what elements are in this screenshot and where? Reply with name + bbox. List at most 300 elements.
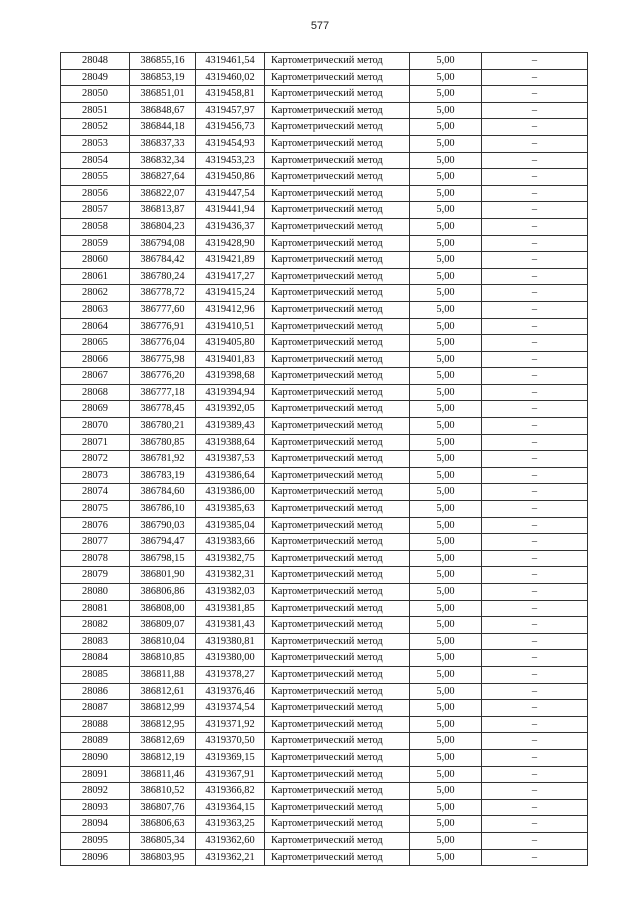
y-coordinate-cell: 4319428,90 (196, 235, 265, 252)
x-coordinate-cell: 386809,07 (130, 617, 196, 634)
method-cell: Картометрический метод (265, 69, 410, 86)
accuracy-cell: 5,00 (410, 69, 482, 86)
point-id-cell: 28072 (61, 451, 130, 468)
x-coordinate-cell: 386801,90 (130, 567, 196, 584)
accuracy-cell: 5,00 (410, 633, 482, 650)
y-coordinate-cell: 4319460,02 (196, 69, 265, 86)
method-cell: Картометрический метод (265, 252, 410, 269)
point-id-cell: 28079 (61, 567, 130, 584)
method-cell: Картометрический метод (265, 832, 410, 849)
point-id-cell: 28070 (61, 418, 130, 435)
point-id-cell: 28082 (61, 617, 130, 634)
x-coordinate-cell: 386844,18 (130, 119, 196, 136)
accuracy-cell: 5,00 (410, 584, 482, 601)
x-coordinate-cell: 386794,08 (130, 235, 196, 252)
accuracy-cell: 5,00 (410, 517, 482, 534)
x-coordinate-cell: 386777,18 (130, 384, 196, 401)
x-coordinate-cell: 386806,86 (130, 584, 196, 601)
y-coordinate-cell: 4319366,82 (196, 783, 265, 800)
note-cell: – (482, 252, 588, 269)
accuracy-cell: 5,00 (410, 202, 482, 219)
method-cell: Картометрический метод (265, 484, 410, 501)
x-coordinate-cell: 386807,76 (130, 799, 196, 816)
method-cell: Картометрический метод (265, 451, 410, 468)
point-id-cell: 28084 (61, 650, 130, 667)
accuracy-cell: 5,00 (410, 301, 482, 318)
note-cell: – (482, 783, 588, 800)
y-coordinate-cell: 4319385,63 (196, 501, 265, 518)
accuracy-cell: 5,00 (410, 434, 482, 451)
method-cell: Картометрический метод (265, 716, 410, 733)
note-cell: – (482, 451, 588, 468)
accuracy-cell: 5,00 (410, 451, 482, 468)
note-cell: – (482, 69, 588, 86)
accuracy-cell: 5,00 (410, 783, 482, 800)
point-id-cell: 28064 (61, 318, 130, 335)
y-coordinate-cell: 4319447,54 (196, 185, 265, 202)
note-cell: – (482, 351, 588, 368)
x-coordinate-cell: 386810,85 (130, 650, 196, 667)
point-id-cell: 28086 (61, 683, 130, 700)
accuracy-cell: 5,00 (410, 53, 482, 70)
method-cell: Картометрический метод (265, 783, 410, 800)
table-row (61, 384, 588, 401)
table-row (61, 351, 588, 368)
x-coordinate-cell: 386784,42 (130, 252, 196, 269)
accuracy-cell: 5,00 (410, 285, 482, 302)
y-coordinate-cell: 4319456,73 (196, 119, 265, 136)
accuracy-cell: 5,00 (410, 467, 482, 484)
accuracy-cell: 5,00 (410, 650, 482, 667)
method-cell: Картометрический метод (265, 86, 410, 103)
method-cell: Картометрический метод (265, 633, 410, 650)
point-id-cell: 28049 (61, 69, 130, 86)
x-coordinate-cell: 386778,72 (130, 285, 196, 302)
point-id-cell: 28048 (61, 53, 130, 70)
note-cell: – (482, 799, 588, 816)
x-coordinate-cell: 386784,60 (130, 484, 196, 501)
point-id-cell: 28065 (61, 335, 130, 352)
accuracy-cell: 5,00 (410, 152, 482, 169)
x-coordinate-cell: 386806,63 (130, 816, 196, 833)
point-id-cell: 28069 (61, 401, 130, 418)
table-row (61, 53, 588, 70)
note-cell: – (482, 467, 588, 484)
x-coordinate-cell: 386848,67 (130, 102, 196, 119)
method-cell: Картометрический метод (265, 584, 410, 601)
note-cell: – (482, 135, 588, 152)
x-coordinate-cell: 386794,47 (130, 534, 196, 551)
accuracy-cell: 5,00 (410, 335, 482, 352)
x-coordinate-cell: 386790,03 (130, 517, 196, 534)
note-cell: – (482, 700, 588, 717)
y-coordinate-cell: 4319380,00 (196, 650, 265, 667)
y-coordinate-cell: 4319385,04 (196, 517, 265, 534)
x-coordinate-cell: 386776,04 (130, 335, 196, 352)
note-cell: – (482, 567, 588, 584)
point-id-cell: 28052 (61, 119, 130, 136)
point-id-cell: 28057 (61, 202, 130, 219)
x-coordinate-cell: 386832,34 (130, 152, 196, 169)
accuracy-cell: 5,00 (410, 733, 482, 750)
y-coordinate-cell: 4319382,03 (196, 584, 265, 601)
note-cell: – (482, 418, 588, 435)
method-cell: Картометрический метод (265, 600, 410, 617)
y-coordinate-cell: 4319362,60 (196, 832, 265, 849)
accuracy-cell: 5,00 (410, 816, 482, 833)
x-coordinate-cell: 386812,61 (130, 683, 196, 700)
point-id-cell: 28054 (61, 152, 130, 169)
y-coordinate-cell: 4319394,94 (196, 384, 265, 401)
table-row (61, 202, 588, 219)
note-cell: – (482, 235, 588, 252)
note-cell: – (482, 849, 588, 866)
table-row (61, 335, 588, 352)
point-id-cell: 28077 (61, 534, 130, 551)
note-cell: – (482, 633, 588, 650)
table-row (61, 368, 588, 385)
y-coordinate-cell: 4319461,54 (196, 53, 265, 70)
note-cell: – (482, 501, 588, 518)
method-cell: Картометрический метод (265, 650, 410, 667)
x-coordinate-cell: 386783,19 (130, 467, 196, 484)
table-row (61, 600, 588, 617)
y-coordinate-cell: 4319382,75 (196, 550, 265, 567)
y-coordinate-cell: 4319401,83 (196, 351, 265, 368)
method-cell: Картометрический метод (265, 733, 410, 750)
method-cell: Картометрический метод (265, 53, 410, 70)
note-cell: – (482, 600, 588, 617)
x-coordinate-cell: 386837,33 (130, 135, 196, 152)
point-id-cell: 28058 (61, 218, 130, 235)
point-id-cell: 28075 (61, 501, 130, 518)
x-coordinate-cell: 386853,19 (130, 69, 196, 86)
note-cell: – (482, 666, 588, 683)
point-id-cell: 28094 (61, 816, 130, 833)
table-row (61, 86, 588, 103)
y-coordinate-cell: 4319415,24 (196, 285, 265, 302)
point-id-cell: 28088 (61, 716, 130, 733)
table-row (61, 119, 588, 136)
x-coordinate-cell: 386812,95 (130, 716, 196, 733)
point-id-cell: 28090 (61, 749, 130, 766)
accuracy-cell: 5,00 (410, 666, 482, 683)
accuracy-cell: 5,00 (410, 401, 482, 418)
y-coordinate-cell: 4319369,15 (196, 749, 265, 766)
page-number: 577 (310, 20, 330, 32)
method-cell: Картометрический метод (265, 218, 410, 235)
method-cell: Картометрический метод (265, 102, 410, 119)
point-id-cell: 28051 (61, 102, 130, 119)
point-id-cell: 28067 (61, 368, 130, 385)
x-coordinate-cell: 386810,04 (130, 633, 196, 650)
y-coordinate-cell: 4319370,50 (196, 733, 265, 750)
table-row (61, 235, 588, 252)
x-coordinate-cell: 386775,98 (130, 351, 196, 368)
x-coordinate-cell: 386811,88 (130, 666, 196, 683)
accuracy-cell: 5,00 (410, 534, 482, 551)
point-id-cell: 28063 (61, 301, 130, 318)
accuracy-cell: 5,00 (410, 501, 482, 518)
x-coordinate-cell: 386812,69 (130, 733, 196, 750)
table-row (61, 451, 588, 468)
note-cell: – (482, 401, 588, 418)
note-cell: – (482, 534, 588, 551)
point-id-cell: 28056 (61, 185, 130, 202)
accuracy-cell: 5,00 (410, 418, 482, 435)
point-id-cell: 28050 (61, 86, 130, 103)
y-coordinate-cell: 4319386,64 (196, 467, 265, 484)
method-cell: Картометрический метод (265, 666, 410, 683)
table-row (61, 766, 588, 783)
table-row (61, 650, 588, 667)
table-row (61, 617, 588, 634)
accuracy-cell: 5,00 (410, 384, 482, 401)
point-id-cell: 28083 (61, 633, 130, 650)
note-cell: – (482, 285, 588, 302)
y-coordinate-cell: 4319362,21 (196, 849, 265, 866)
y-coordinate-cell: 4319454,93 (196, 135, 265, 152)
note-cell: – (482, 368, 588, 385)
method-cell: Картометрический метод (265, 401, 410, 418)
y-coordinate-cell: 4319421,89 (196, 252, 265, 269)
x-coordinate-cell: 386812,99 (130, 700, 196, 717)
method-cell: Картометрический метод (265, 318, 410, 335)
y-coordinate-cell: 4319417,27 (196, 268, 265, 285)
table-row (61, 135, 588, 152)
x-coordinate-cell: 386780,21 (130, 418, 196, 435)
table-row (61, 401, 588, 418)
y-coordinate-cell: 4319457,97 (196, 102, 265, 119)
accuracy-cell: 5,00 (410, 135, 482, 152)
method-cell: Картометрический метод (265, 617, 410, 634)
y-coordinate-cell: 4319450,86 (196, 169, 265, 186)
note-cell: – (482, 152, 588, 169)
x-coordinate-cell: 386780,85 (130, 434, 196, 451)
table-row (61, 683, 588, 700)
table-row (61, 252, 588, 269)
note-cell: – (482, 832, 588, 849)
method-cell: Картометрический метод (265, 799, 410, 816)
point-id-cell: 28060 (61, 252, 130, 269)
y-coordinate-cell: 4319380,81 (196, 633, 265, 650)
accuracy-cell: 5,00 (410, 550, 482, 567)
method-cell: Картометрический метод (265, 534, 410, 551)
note-cell: – (482, 384, 588, 401)
method-cell: Картометрический метод (265, 301, 410, 318)
table-row (61, 666, 588, 683)
table-row (61, 799, 588, 816)
x-coordinate-cell: 386811,46 (130, 766, 196, 783)
y-coordinate-cell: 4319371,92 (196, 716, 265, 733)
point-id-cell: 28080 (61, 584, 130, 601)
method-cell: Картометрический метод (265, 700, 410, 717)
accuracy-cell: 5,00 (410, 832, 482, 849)
y-coordinate-cell: 4319389,43 (196, 418, 265, 435)
point-id-cell: 28089 (61, 733, 130, 750)
y-coordinate-cell: 4319383,66 (196, 534, 265, 551)
y-coordinate-cell: 4319374,54 (196, 700, 265, 717)
note-cell: – (482, 86, 588, 103)
accuracy-cell: 5,00 (410, 567, 482, 584)
table-row (61, 218, 588, 235)
x-coordinate-cell: 386786,10 (130, 501, 196, 518)
y-coordinate-cell: 4319381,85 (196, 600, 265, 617)
accuracy-cell: 5,00 (410, 102, 482, 119)
method-cell: Картометрический метод (265, 467, 410, 484)
y-coordinate-cell: 4319405,80 (196, 335, 265, 352)
point-id-cell: 28085 (61, 666, 130, 683)
note-cell: – (482, 202, 588, 219)
point-id-cell: 28055 (61, 169, 130, 186)
table-row (61, 434, 588, 451)
note-cell: – (482, 584, 588, 601)
point-id-cell: 28053 (61, 135, 130, 152)
method-cell: Картометрический метод (265, 766, 410, 783)
x-coordinate-cell: 386780,24 (130, 268, 196, 285)
note-cell: – (482, 102, 588, 119)
note-cell: – (482, 119, 588, 136)
table-row (61, 783, 588, 800)
point-id-cell: 28073 (61, 467, 130, 484)
y-coordinate-cell: 4319410,51 (196, 318, 265, 335)
accuracy-cell: 5,00 (410, 351, 482, 368)
x-coordinate-cell: 386851,01 (130, 86, 196, 103)
table-row (61, 268, 588, 285)
accuracy-cell: 5,00 (410, 849, 482, 866)
table-row (61, 418, 588, 435)
table-row (61, 69, 588, 86)
note-cell: – (482, 733, 588, 750)
table-row (61, 467, 588, 484)
table-row (61, 484, 588, 501)
table-row (61, 584, 588, 601)
method-cell: Картометрический метод (265, 517, 410, 534)
point-id-cell: 28095 (61, 832, 130, 849)
point-id-cell: 28078 (61, 550, 130, 567)
accuracy-cell: 5,00 (410, 368, 482, 385)
accuracy-cell: 5,00 (410, 683, 482, 700)
table-row (61, 550, 588, 567)
table-row (61, 749, 588, 766)
method-cell: Картометрический метод (265, 268, 410, 285)
accuracy-cell: 5,00 (410, 169, 482, 186)
accuracy-cell: 5,00 (410, 700, 482, 717)
accuracy-cell: 5,00 (410, 119, 482, 136)
y-coordinate-cell: 4319436,37 (196, 218, 265, 235)
table-row (61, 169, 588, 186)
point-id-cell: 28059 (61, 235, 130, 252)
x-coordinate-cell: 386776,91 (130, 318, 196, 335)
note-cell: – (482, 716, 588, 733)
table-row (61, 633, 588, 650)
method-cell: Картометрический метод (265, 202, 410, 219)
y-coordinate-cell: 4319376,46 (196, 683, 265, 700)
table-row (61, 816, 588, 833)
point-id-cell: 28062 (61, 285, 130, 302)
accuracy-cell: 5,00 (410, 318, 482, 335)
x-coordinate-cell: 386803,95 (130, 849, 196, 866)
y-coordinate-cell: 4319388,64 (196, 434, 265, 451)
method-cell: Картометрический метод (265, 152, 410, 169)
point-id-cell: 28092 (61, 783, 130, 800)
point-id-cell: 28061 (61, 268, 130, 285)
accuracy-cell: 5,00 (410, 252, 482, 269)
method-cell: Картометрический метод (265, 285, 410, 302)
note-cell: – (482, 169, 588, 186)
note-cell: – (482, 617, 588, 634)
method-cell: Картометрический метод (265, 119, 410, 136)
table-row (61, 700, 588, 717)
y-coordinate-cell: 4319364,15 (196, 799, 265, 816)
accuracy-cell: 5,00 (410, 86, 482, 103)
table-row (61, 185, 588, 202)
y-coordinate-cell: 4319453,23 (196, 152, 265, 169)
table-body (61, 53, 588, 866)
method-cell: Картометрический метод (265, 418, 410, 435)
x-coordinate-cell: 386855,16 (130, 53, 196, 70)
x-coordinate-cell: 386805,34 (130, 832, 196, 849)
x-coordinate-cell: 386810,52 (130, 783, 196, 800)
note-cell: – (482, 53, 588, 70)
table-row (61, 849, 588, 866)
y-coordinate-cell: 4319386,00 (196, 484, 265, 501)
accuracy-cell: 5,00 (410, 799, 482, 816)
note-cell: – (482, 517, 588, 534)
note-cell: – (482, 683, 588, 700)
method-cell: Картометрический метод (265, 683, 410, 700)
point-id-cell: 28071 (61, 434, 130, 451)
point-id-cell: 28096 (61, 849, 130, 866)
method-cell: Картометрический метод (265, 550, 410, 567)
note-cell: – (482, 484, 588, 501)
table-row (61, 716, 588, 733)
y-coordinate-cell: 4319398,68 (196, 368, 265, 385)
x-coordinate-cell: 386776,20 (130, 368, 196, 385)
table-row (61, 832, 588, 849)
method-cell: Картометрический метод (265, 749, 410, 766)
method-cell: Картометрический метод (265, 434, 410, 451)
note-cell: – (482, 766, 588, 783)
y-coordinate-cell: 4319458,81 (196, 86, 265, 103)
accuracy-cell: 5,00 (410, 600, 482, 617)
accuracy-cell: 5,00 (410, 766, 482, 783)
point-id-cell: 28091 (61, 766, 130, 783)
method-cell: Картометрический метод (265, 816, 410, 833)
y-coordinate-cell: 4319392,05 (196, 401, 265, 418)
point-id-cell: 28076 (61, 517, 130, 534)
table-row (61, 285, 588, 302)
method-cell: Картометрический метод (265, 351, 410, 368)
x-coordinate-cell: 386813,87 (130, 202, 196, 219)
accuracy-cell: 5,00 (410, 484, 482, 501)
accuracy-cell: 5,00 (410, 218, 482, 235)
x-coordinate-cell: 386812,19 (130, 749, 196, 766)
point-id-cell: 28068 (61, 384, 130, 401)
method-cell: Картометрический метод (265, 567, 410, 584)
method-cell: Картометрический метод (265, 169, 410, 186)
method-cell: Картометрический метод (265, 384, 410, 401)
note-cell: – (482, 550, 588, 567)
note-cell: – (482, 318, 588, 335)
point-id-cell: 28087 (61, 700, 130, 717)
coordinates-table (60, 52, 588, 866)
x-coordinate-cell: 386822,07 (130, 185, 196, 202)
table-row (61, 517, 588, 534)
method-cell: Картометрический метод (265, 849, 410, 866)
accuracy-cell: 5,00 (410, 268, 482, 285)
table-row (61, 534, 588, 551)
